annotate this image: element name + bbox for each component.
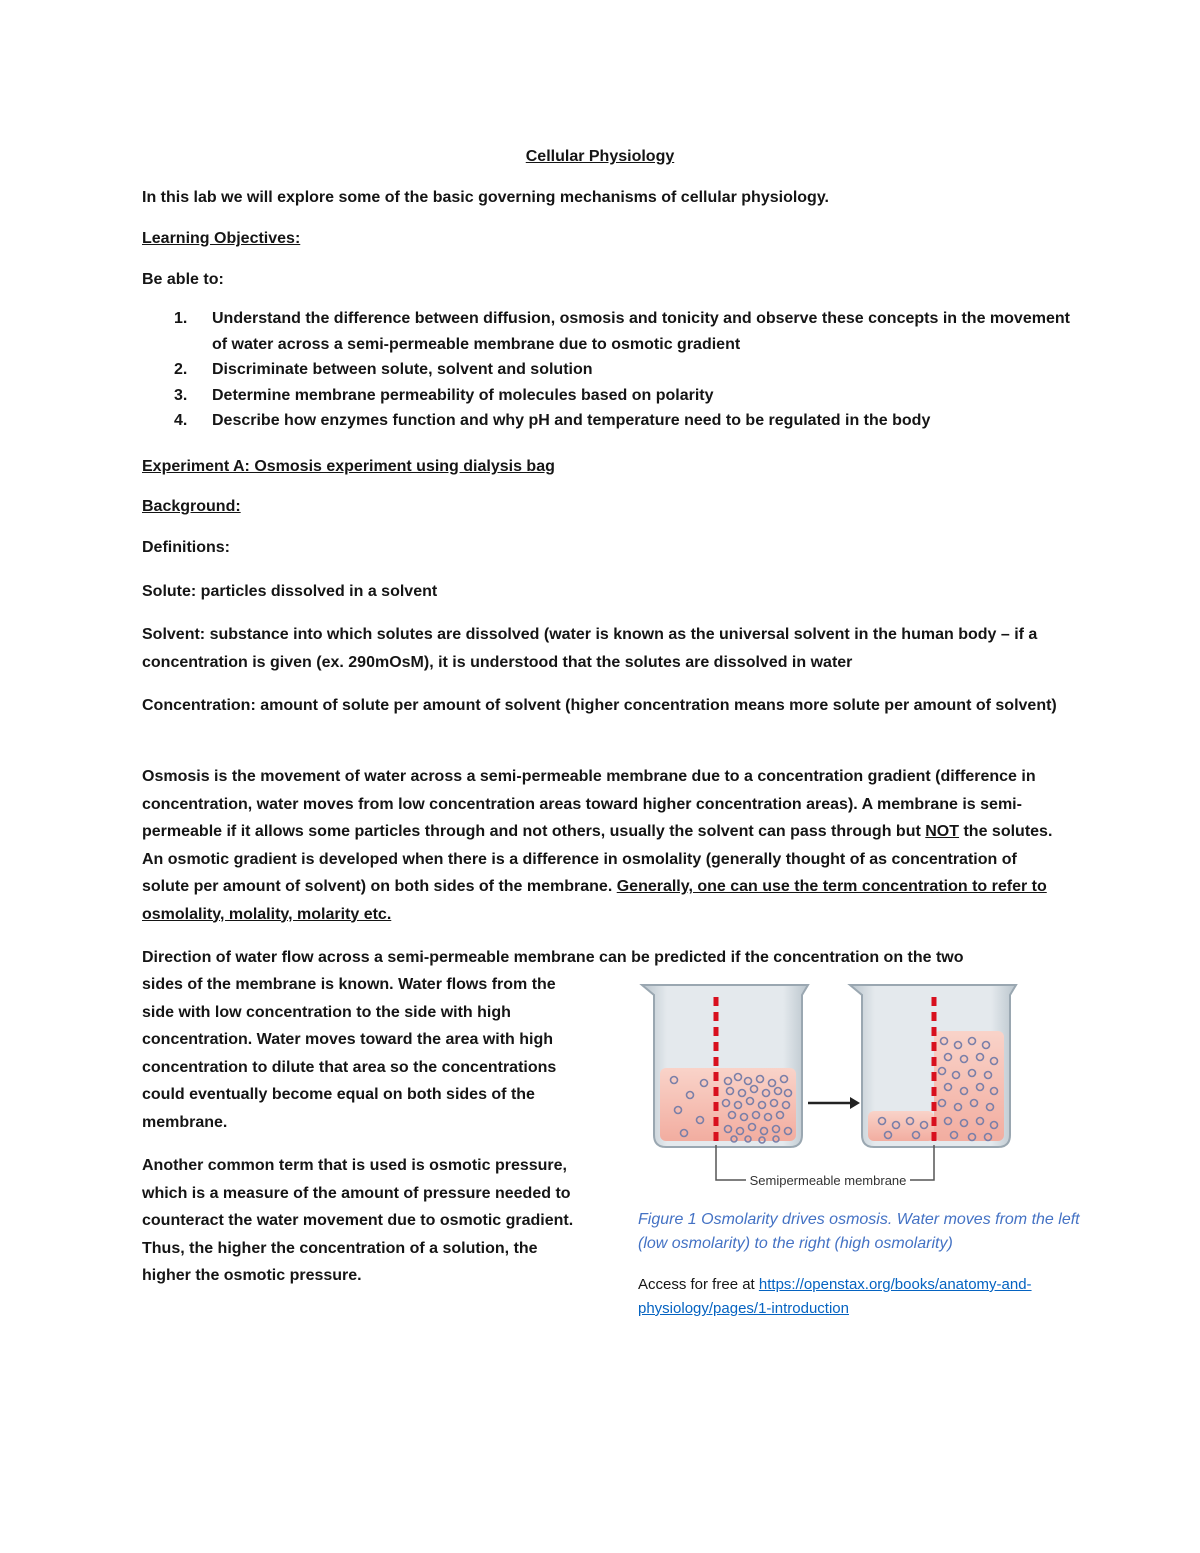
- arrow-right-icon: [808, 1097, 860, 1109]
- osmosis-paragraph: Osmosis is the movement of water across a semi-permeable membrane due to a concentration gradient (difference in concentration, water moves from low concentration areas toward higher concentration areas). A membrane is semi-permeable if it allows some particles through and not others, usually the solvent can pass through but NOT the solutes. An osmotic gradient is developed when there is a difference in osmolality (generally thought of as concentration of solute per amount of solvent) on both sides of the membrane. Generally, one can use the term concentration to refer to osmolality, molality, molarity etc.: [142, 768, 1053, 923]
- underlined-note: Generally, one can use the term concentration to refer to osmolality, molality, molarity etc.: [142, 878, 1047, 923]
- objectives-list: [170, 306, 1070, 434]
- openstax-link[interactable]: https://openstax.org/books/anatomy-and-physiology/pages/1-introduction: [638, 1276, 1032, 1317]
- right-beaker: [850, 985, 1016, 1147]
- concentration-definition: Concentration: amount of solute per amount of solvent (higher concentration means more solute per amount of solvent): [142, 697, 1057, 714]
- list-item: 2. Discriminate between solute, solvent and solution: [174, 361, 593, 378]
- figure-caption: Figure 1 Osmolarity drives osmosis. Water moves from the left (low osmolarity) to the right (high osmolarity): [638, 1211, 1080, 1252]
- learning-objectives-heading: Learning Objectives:: [142, 230, 301, 247]
- direction-first-line: Direction of water flow across a semi-permeable membrane can be predicted if the concentration on the two: [142, 949, 964, 966]
- solvent-definition: Solvent: substance into which solutes are dissolved (water is known as the universal solvent in the human body – if a concentration is given (ex. 290mOsM), it is understood that the solutes are dissolved in water: [142, 626, 1038, 671]
- not-emphasis: NOT: [925, 823, 960, 840]
- list-item: 3. Determine membrane permeability of molecules based on polarity: [174, 386, 714, 404]
- left-beaker: [642, 985, 808, 1147]
- intro-text: In this lab we will explore some of the basic governing mechanisms of cellular physiology.: [142, 189, 829, 206]
- osmosis-figure: [630, 975, 1050, 1195]
- list-item: 1. Understand the difference between diffusion, osmosis and tonicity and observe these concepts in the movement of water across a semi-permeable membrane due to osmotic gradient: [174, 310, 1070, 353]
- direction-paragraph: sides of the membrane is known. Water flows from the side with low concentration to the side with high concentration. Water moves toward the area with high concentration to dilute that area so the concentrations could eventually become equal on both sides of the membrane.: [142, 976, 557, 1131]
- list-item: 4. Describe how enzymes function and why pH and temperature need to be regulated in the body: [174, 412, 931, 429]
- membrane-label: Semipermeable membrane: [749, 1173, 907, 1188]
- background-heading: Background:: [142, 498, 241, 515]
- page-title: Cellular Physiology: [525, 148, 675, 165]
- be-able-to-text: Be able to:: [142, 271, 224, 288]
- solute-definition: Solute: particles dissolved in a solvent: [142, 583, 438, 600]
- access-text: Access for free at: [638, 1276, 759, 1293]
- osmotic-pressure-paragraph: Another common term that is used is osmotic pressure, which is a measure of the amount of pressure needed to counteract the water movement due to osmotic gradient. Thus, the higher the concentration of a solution, the higher the osmotic pressure.: [142, 1157, 574, 1284]
- definitions-heading: Definitions:: [142, 539, 230, 556]
- experiment-heading: Experiment A: Osmosis experiment using dialysis bag: [142, 458, 555, 475]
- access-line: [638, 1273, 1068, 1321]
